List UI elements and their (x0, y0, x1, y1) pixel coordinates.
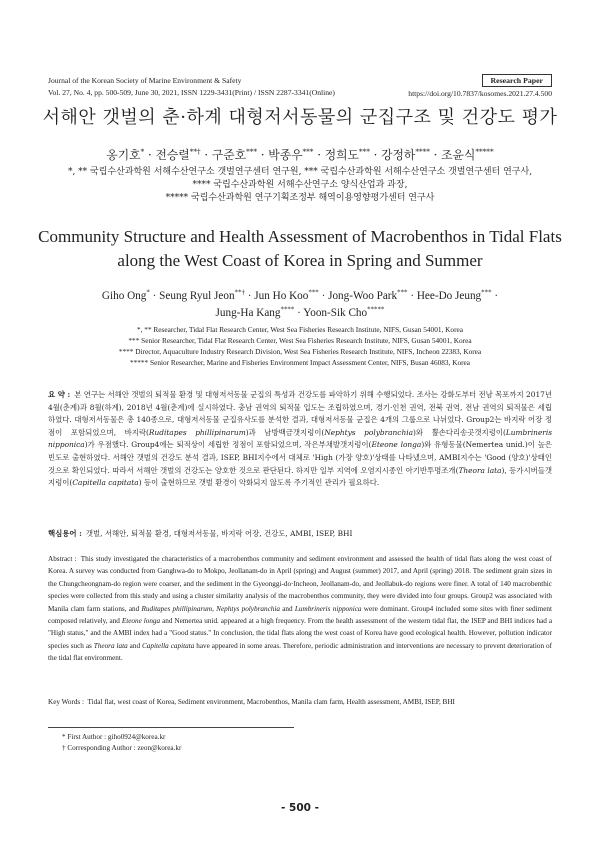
author-kr: 강정하**** (381, 147, 430, 162)
author-kr: 박종우*** (268, 147, 314, 162)
journal-name: Journal of the Korean Society of Marine Environment & Safety (48, 76, 242, 85)
keywords-kr-heading: 핵심용어 : (48, 529, 82, 538)
korean-title: 서해안 갯벌의 춘·하계 대형저서동물의 군집구조 및 건강도 평가 (42, 107, 558, 128)
author-kr: 정희도*** (324, 147, 370, 162)
english-abstract: Abstract : This study investigated the characteristics of a macrobenthos community and sediment environment and assessed the health of tidal flats along the west coast of Korea. A survey was conducted from Ganghwa-do to Mokpo, Jeollanam-do in April (spring) and August (summer) 2017, and April (spring) 2018. The sediment grain sizes in the Chungcheongnam-do region were coarser, and the sediment in the Gyeonggi-do·Incheon, Jeollanam-do, and Jeollabuk-do regions were finer. A total of 140 macrobenthic species were collected from this study and using a cluster similarity analysis of the macrobenthos community, they were divided into four groups. Group2 was associated with Manila clam farm stations, and Ruditapes phillipinarum, Nephtys polybranchia and Lumbrineris nipponica were dominant. Group4 included some sites with finer sediment composed relatively, and Eteone longa and Nemertea unid. appeared at a high frequency. From the health assessment of the western tidal flat, the ISEP and BHI indices had a "High status," and the AMBI index had a "Good status." In conclusion, the tidal flats along the west coast of Korea have good ecological health. However, pollution indicator species such as Theora lata and Capitella capitata have appeared in some areas. Therefore, periodic administration and interventions are necessary to prevent deterioration of the tidal flat environment. (48, 555, 553, 663)
abstract-en-heading: Abstract : (48, 555, 77, 563)
korean-affiliation: ***** 국립수산과학원 연구기획조정부 해역이용영향평가센터 연구사 (165, 193, 435, 203)
doi-link[interactable]: https://doi.org/10.7837/kosomes.2021.27.4.500 (408, 89, 552, 98)
author-kr: 구준호*** (211, 147, 258, 162)
journal-volume: Vol. 27, No. 4, pp. 500-509, June 30, 2021, ISSN 1229-3431(Print) / ISSN 2287-3341(Online) (48, 88, 335, 97)
english-title-line: along the West Coast of Korea in Spring and Summer (117, 251, 483, 270)
footnote-first-author: * First Author : giho0924@korea.kr (62, 733, 166, 741)
english-author-list-2: Jung-Ha Kang**** · Yoon-Sik Cho***** (215, 305, 385, 319)
korean-affiliation: *, ** 국립수산과학원 서해수산연구소 갯벌연구센터 연구원, *** 국립수산과학원 서해수산연구소 갯벌연구센터 연구사, (67, 167, 533, 177)
footnote-divider (48, 727, 294, 728)
author-en: Seung Ryul Jeon**† (159, 288, 245, 302)
english-title-line: Community Structure and Health Assessment of Macrobenthos in Tidal Flats (38, 227, 562, 246)
author-kr: 옹기호* (106, 147, 145, 162)
author-en: Jong-Woo Park*** (328, 288, 408, 302)
korean-abstract: 요 약 : 본 연구는 서해안 갯벌의 퇴적물 환경 및 대형저서동물 군집의 특성과 건강도를 파악하기 위해 수행되었다. 조사는 강화도부터 전남 목포까지 2017년 4월(춘계)과 8월(하계), 2018년 4월(춘계)에 실시하였다. 충남 권역의 퇴적물 입도는 조립하였으며, 경기·인천 권역, 전북 권역, 전남 권역의 퇴적물은 세립하였다. 대형저서동물은 총 140종으로, 대형저서동물 군집유사도를 분석한 결과, 대형저서동물 군집은 4개의 그룹으로 나뉘었다. Group2는 바지락 어장 정점이 포함되었으며, 바지락(Ruditapes phillipinarum)과 남방백금갯지렁이(Nephtys polybranchia)와 뿔손다리송곳갯지렁이(Lumbrineris nipponica)가 우점했다. Group4에는 퇴적상이 세립한 정점이 포함되었으며, 작은부채발갯지렁이(Eteone longa)와 유형동물(Nemertea unid.)이 높은 빈도로 출현하였다. 서해안 갯벌의 건강도 분석 결과, ISEP, BHI지수에서 대체로 'High (가장 양호)'상태를 나타냈으며, AMBI지수는 'Good (양호)'상태인 것으로 확인되었다. 따라서 서해안 갯벌의 건강도는 양호한 것으로 판단된다. 하지만 일부 지역에 오염지시종인 아기반투명조개(Theora lata), 등가시버들갯지렁이(Capitella capitata) 등이 출현하므로 갯벌 환경이 악화되지 않도록 주기적인 관리가 필요하다. (48, 390, 553, 488)
english-affiliation: ***** Senior Researcher, Marine and Fisheries Environment Impact Assessment Center, NIFS, Busan 46083, Korea (129, 358, 471, 367)
english-keywords: Key Words : Tidal flat, west coast of Korea, Sediment environment, Macrobenthos, Manila clam farm, Health assessment, AMBI, ISEP, BHI (48, 698, 455, 706)
page-number: - 500 - (281, 802, 319, 814)
english-author-list: Giho Ong* · Seung Ryul Jeon**† · Jun Ho Koo*** · Jong-Woo Park*** · Hee-Do Jeung*** · (101, 288, 499, 302)
footnote-corresponding-author: † Corresponding Author : zeon@korea.kr (62, 744, 182, 752)
english-affiliation: *** Senior Researcher, Tidal Flat Research Center, West Sea Fisheries Research Institute, NIFS, Gusan 54001, Korea (128, 336, 472, 345)
korean-keywords: 핵심용어 : 갯벌, 서해안, 퇴적물 환경, 대형저서동물, 바지락 어장, 건강도, AMBI, ISEP, BHI (48, 529, 353, 538)
author-en: Yoon-Sik Cho***** (303, 305, 385, 319)
english-affiliation: **** Director, Aquaculture Industry Research Division, West Sea Fisheries Research Institute, NIFS, Incheon 22383, Korea (118, 347, 482, 356)
author-kr: 전승렬**† (155, 147, 201, 162)
english-title (0, 225, 600, 273)
author-en: Jun Ho Koo*** (254, 288, 319, 302)
keywords-en-heading: Key Words : (48, 698, 85, 706)
article-type-badge: Research Paper (482, 74, 552, 87)
author-kr: 조윤식***** (441, 147, 494, 162)
korean-author-list: 옹기호* · 전승렬**† · 구준호*** · 박종우*** · 정희도*** · 강정하**** · 조윤식***** (106, 147, 494, 162)
author-en: Giho Ong* (101, 288, 150, 302)
abstract-kr-heading: 요 약 : (48, 390, 71, 399)
english-affiliation: *, ** Researcher, Tidal Flat Research Center, West Sea Fisheries Research Institute, NIFS, Gusan 54001, Korea (137, 325, 463, 334)
korean-affiliation: **** 국립수산과학원 서해수산연구소 양식산업과 과장, (192, 180, 408, 190)
author-en: Jung-Ha Kang**** (215, 305, 295, 319)
author-en: Hee-Do Jeung*** (416, 288, 492, 302)
